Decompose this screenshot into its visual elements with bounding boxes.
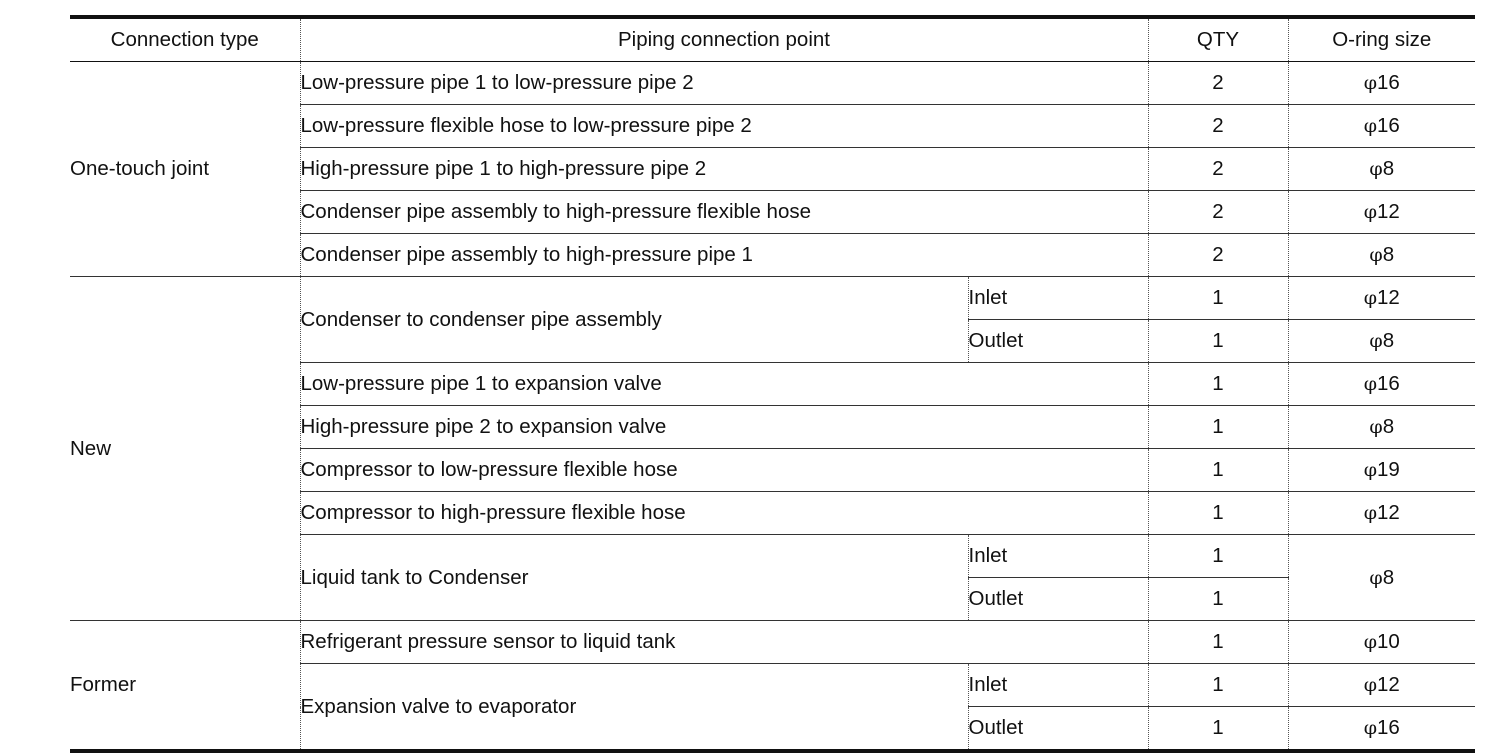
sub-point-outlet: Outlet (968, 320, 1148, 363)
qty-cell: 2 (1148, 62, 1288, 105)
header-piping-point: Piping connection point (300, 17, 1148, 62)
qty-cell: 2 (1148, 105, 1288, 148)
table-row (70, 277, 1475, 320)
piping-point: Expansion valve to evaporator (300, 664, 968, 752)
piping-point: Liquid tank to Condenser (300, 535, 968, 621)
qty-cell: 2 (1148, 191, 1288, 234)
qty-cell: 1 (1148, 492, 1288, 535)
qty-cell: 1 (1148, 363, 1288, 406)
qty-cell: 1 (1148, 277, 1288, 320)
qty-cell: 1 (1148, 664, 1288, 707)
piping-point: Low-pressure pipe 1 to low-pressure pipe 2 (300, 62, 1148, 105)
oring-size-cell: φ8 (1288, 535, 1475, 621)
header-oring-size: O-ring size (1288, 17, 1475, 62)
qty-cell: 1 (1148, 320, 1288, 363)
piping-point: Compressor to high-pressure flexible hose (300, 492, 1148, 535)
piping-point: Low-pressure pipe 1 to expansion valve (300, 363, 1148, 406)
qty-cell: 1 (1148, 578, 1288, 621)
oring-size-cell: φ19 (1288, 449, 1475, 492)
group-former: Former (70, 621, 300, 752)
oring-size-cell: φ16 (1288, 105, 1475, 148)
oring-size-cell: φ10 (1288, 621, 1475, 664)
sub-point-inlet: Inlet (968, 535, 1148, 578)
sub-point-inlet: Inlet (968, 664, 1148, 707)
qty-cell: 1 (1148, 406, 1288, 449)
piping-point: Condenser pipe assembly to high-pressure pipe 1 (300, 234, 1148, 277)
header-qty: QTY (1148, 17, 1288, 62)
piping-point: Refrigerant pressure sensor to liquid tank (300, 621, 1148, 664)
oring-size-cell: φ12 (1288, 191, 1475, 234)
table-row (70, 621, 1475, 664)
piping-point: High-pressure pipe 1 to high-pressure pipe 2 (300, 148, 1148, 191)
oring-size-cell: φ16 (1288, 363, 1475, 406)
oring-size-cell: φ8 (1288, 320, 1475, 363)
piping-point: Low-pressure flexible hose to low-pressure pipe 2 (300, 105, 1148, 148)
group-one-touch-joint: One-touch joint (70, 62, 300, 277)
sub-point-outlet: Outlet (968, 578, 1148, 621)
oring-size-cell: φ8 (1288, 148, 1475, 191)
qty-cell: 1 (1148, 707, 1288, 752)
qty-cell: 1 (1148, 621, 1288, 664)
oring-size-cell: φ8 (1288, 406, 1475, 449)
group-new: New (70, 277, 300, 621)
piping-point: Compressor to low-pressure flexible hose (300, 449, 1148, 492)
piping-point: High-pressure pipe 2 to expansion valve (300, 406, 1148, 449)
qty-cell: 2 (1148, 234, 1288, 277)
oring-size-cell: φ16 (1288, 62, 1475, 105)
oring-size-cell: φ12 (1288, 277, 1475, 320)
piping-point: Condenser pipe assembly to high-pressure flexible hose (300, 191, 1148, 234)
header-row (70, 17, 1475, 62)
oring-size-cell: φ12 (1288, 664, 1475, 707)
oring-size-cell: φ16 (1288, 707, 1475, 752)
qty-cell: 2 (1148, 148, 1288, 191)
table-row (70, 62, 1475, 105)
oring-table (70, 15, 1475, 753)
oring-size-cell: φ8 (1288, 234, 1475, 277)
sub-point-inlet: Inlet (968, 277, 1148, 320)
oring-size-cell: φ12 (1288, 492, 1475, 535)
qty-cell: 1 (1148, 535, 1288, 578)
piping-point: Condenser to condenser pipe assembly (300, 277, 968, 363)
sub-point-outlet: Outlet (968, 707, 1148, 752)
header-connection-type: Connection type (70, 17, 300, 62)
qty-cell: 1 (1148, 449, 1288, 492)
